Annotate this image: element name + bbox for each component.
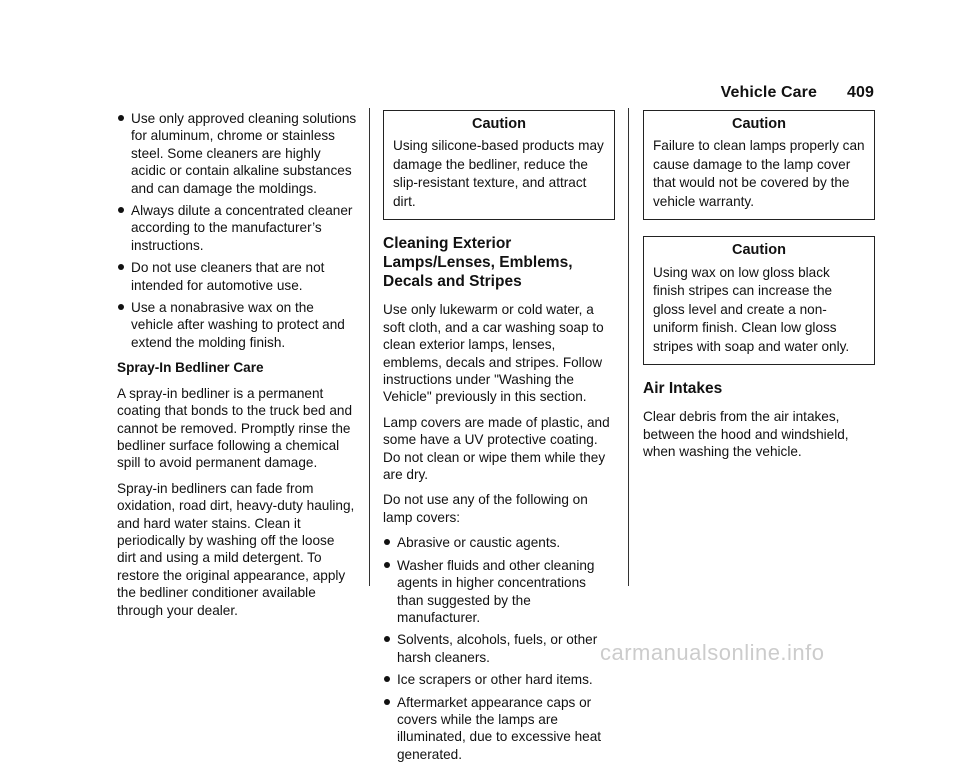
subheading: Spray-In Bedliner Care — [117, 360, 264, 376]
bullet-icon — [118, 207, 124, 213]
bullet-icon — [384, 539, 390, 545]
column-middle — [383, 110, 615, 768]
list-item-text: Washer fluids and other cleaning agents in higher concentrations than suggested by the manufacturer. — [397, 557, 595, 625]
list-item-text: Do not use cleaners that are not intended for automotive use. — [131, 260, 325, 293]
paragraph: Clear debris from the air intakes, between the hood and windshield, when washing the vehicle. — [643, 409, 849, 460]
list-item-text: Always dilute a concentrated cleaner according to the manufacturer’s instructions. — [131, 203, 353, 253]
caution-box — [383, 110, 615, 220]
bullet-icon — [384, 699, 390, 705]
caution-box — [643, 236, 875, 365]
column-right — [643, 110, 875, 469]
caution-text: Using wax on low gloss black finish stripes can increase the gloss level and create a non-uniform finish. Clean low gloss stripes with soap and water only. — [653, 264, 850, 354]
caution-text: Using silicone-based products may damage the bedliner, reduce the slip-resistant texture, and attract dirt. — [393, 138, 604, 209]
paragraph: Use only lukewarm or cold water, a soft cloth, and a car washing soap to clean exterior lamps, lenses, emblems, decals and stripes. Follow instructions under "Washing the Vehicle" previously in this section. — [383, 302, 604, 405]
section-heading: Cleaning Exterior Lamps/Lenses, Emblems, Decals and Stripes — [383, 235, 573, 291]
list-item — [383, 534, 615, 551]
list-item — [117, 110, 357, 197]
caution-box — [643, 110, 875, 220]
caution-text: Failure to clean lamps properly can cause damage to the lamp cover that would not be covered by the vehicle warranty. — [653, 138, 865, 209]
list-item-text: Aftermarket appearance caps or covers while the lamps are illuminated, due to excessive heat generated. — [397, 694, 602, 762]
list-item — [117, 299, 357, 351]
list-item — [383, 671, 615, 688]
watermark: carmanualsonline.info — [600, 640, 825, 665]
bullet-icon — [384, 676, 390, 682]
list-item-text: Solvents, alcohols, fuels, or other harsh cleaners. — [397, 632, 598, 665]
page-header — [721, 84, 874, 102]
paragraph: Spray-in bedliners can fade from oxidation, road dirt, heavy-duty hauling, and hard water stains. Clean it periodically by washing off the loose dirt and using a mild detergent. To restore the original appearance, apply the bedliner conditioner available through your dealer. — [117, 480, 355, 618]
page-number: 409 — [847, 84, 874, 101]
bullet-icon — [118, 264, 124, 270]
list-item-text: Use a nonabrasive wax on the vehicle after washing to protect and extend the molding finish. — [131, 300, 345, 350]
list-item — [383, 631, 615, 666]
column-divider — [628, 108, 629, 586]
bullet-icon — [384, 562, 390, 568]
paragraph: A spray-in bedliner is a permanent coating that bonds to the truck bed and cannot be removed. Promptly rinse the bedliner surface following a chemical spill to avoid permanent damage. — [117, 385, 353, 471]
bullet-icon — [118, 304, 124, 310]
column-left — [117, 110, 357, 627]
caution-title: Caution — [732, 242, 786, 259]
list-item-text: Ice scrapers or other hard items. — [397, 672, 593, 688]
list-item — [383, 557, 615, 627]
caution-title: Caution — [472, 116, 526, 132]
list-item — [383, 694, 615, 764]
list-item — [117, 202, 357, 254]
list-item-text: Abrasive or caustic agents. — [397, 535, 561, 551]
list-item-text: Use only approved cleaning solutions for aluminum, chrome or stainless steel. Some cleaners are highly acidic or contain alkaline substances and can damage the moldings. — [131, 111, 357, 196]
section-title: Vehicle Care — [720, 84, 817, 101]
bullet-icon — [384, 636, 390, 642]
section-heading: Air Intakes — [643, 380, 723, 398]
caution-title: Caution — [732, 116, 786, 132]
column-divider — [369, 108, 370, 586]
paragraph: Lamp covers are made of plastic, and some have a UV protective coating. Do not clean or wipe them while they are dry. — [383, 414, 610, 483]
list-item — [117, 259, 357, 294]
bullet-icon — [118, 115, 124, 121]
paragraph: Do not use any of the following on lamp covers: — [383, 492, 588, 525]
